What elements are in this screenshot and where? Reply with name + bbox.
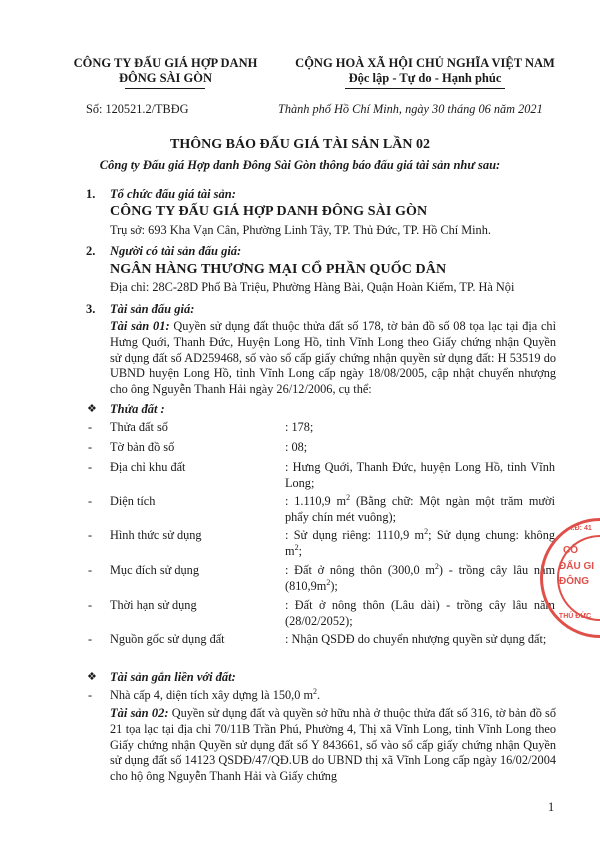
row-label-map-sheet: Tờ bản đồ số [110, 440, 175, 454]
auction-org-address: Trụ sở: 693 Kha Vạn Cân, Phường Linh Tây, TP. Thủ Đức, TP. Hồ Chí Minh. [110, 223, 491, 237]
document-number: Số: 120521.2/TBĐG [86, 102, 189, 116]
section-1-heading: Tổ chức đấu giá tài sản: [110, 187, 236, 201]
place-date: Thành phố Hồ Chí Minh, ngày 30 tháng 06 năm 2021 [278, 102, 543, 116]
land-heading: Thửa đất : [110, 402, 165, 416]
section-2-number: 2. [86, 244, 96, 258]
row-value-map-sheet: : 08; [285, 440, 308, 454]
row-dash: - [88, 460, 93, 474]
company-underline [125, 88, 205, 89]
row-value-area: : 1.110,9 $m^2$ (Bằng chữ: Một ngàn một trăm mười phẩy chín mét vuông); [285, 492, 555, 524]
row-dash: - [88, 632, 93, 646]
row-label-usage-purpose: Mục đích sử dụng [110, 563, 199, 577]
row-dash: - [88, 440, 93, 454]
row-value-usage-purpose: : Đất ở nông thôn (300,0 $m^2$) - trồng cây lâu năm $(810,9m^2)$; [285, 561, 556, 593]
row-label-usage-form: Hình thức sử dụng [110, 528, 202, 542]
section-3-heading: Tài sản đấu giá: [110, 302, 195, 316]
nation-underline [345, 88, 505, 89]
nation-name: CỘNG HOÀ XÃ HỘI CHỦ NGHĨA VIỆT NAM [295, 56, 555, 70]
asset-1-paragraph [110, 319, 556, 398]
row-dash: - [88, 528, 93, 542]
asset-2-paragraph [110, 706, 556, 785]
section-3-number: 3. [86, 302, 96, 316]
attached-assets-heading: Tài sản gắn liền với đất: [110, 670, 236, 684]
row-label-land-address: Địa chỉ khu đất [110, 460, 186, 474]
notice-title: THÔNG BÁO ĐẤU GIÁ TÀI SẢN LẦN 02 [170, 137, 430, 152]
asset-owner-name: NGÂN HÀNG THƯƠNG MẠI CỔ PHẦN QUỐC DÂN [110, 262, 447, 277]
company-name-line2: ĐÔNG SÀI GÒN [118, 71, 213, 85]
row-dash: - [88, 494, 93, 508]
row-value-usage-term: : Đất ở nông thôn (Lâu dài) - trồng cây lâu năm (28/02/2052); [285, 598, 555, 628]
row-label-usage-term: Thời hạn sử dụng [110, 598, 197, 612]
row-dash: - [88, 598, 93, 612]
auction-org-name: CÔNG TY ĐẤU GIÁ HỢP DANH ĐÔNG SÀI GÒN [110, 204, 428, 219]
row-label-area: Diện tích [110, 494, 156, 508]
row-value-usage-form: : Sử dụng riêng: 1110,9 $m^2$; Sử dụng chung: không $m^2$; [285, 526, 555, 558]
asset-1-text: Quyền sử dụng đất thuộc thửa đất số 178, tờ bản đồ số 08 tọa lạc tại địa chỉ Hưng Quới, Thanh Đức, Huyện Long Hồ, tỉnh Vĩnh Long theo Giấy chứng nhận Quyền sử dụng đất số AD259468, số vào sổ cấp giấy chứng nhận quyền sử dụng đất: H 53519 do UBND huyện Long Hồ, tỉnh Vĩnh Long cấp ngày 18/08/2005, cập nhật chuyển nhượng cho ông Nguyễn Thanh Hải ngày 26/12/2006, cụ thể: [110, 319, 556, 397]
row-value-parcel-number: : 178; [285, 420, 314, 434]
row-dash: - [88, 688, 93, 702]
company-name-line1: CÔNG TY ĐẤU GIÁ HỢP DANH [73, 56, 258, 70]
page-number: 1 [548, 800, 555, 814]
section-2-heading: Người có tài sản đấu giá: [110, 244, 242, 258]
official-seal-icon: CÔ ĐẤU GI ĐÔNG S.Đ.K.H.Đ: 41 TP. THỦ ĐỨC [540, 518, 600, 638]
diamond-bullet-icon: ❖ [87, 403, 97, 415]
attached-asset-item: Nhà cấp 4, diện tích xây dựng là 150,0 $m^2$. [110, 686, 321, 702]
nation-motto: Độc lập - Tự do - Hạnh phúc [348, 71, 502, 85]
asset-2-text: Quyền sử dụng đất và quyền sở hữu nhà ở thuộc thửa đất số 316, tờ bản đồ số 21 tọa lạc tại địa chỉ 70/11B Trần Phú, Phường 4, Thị xã Vĩnh Long, tỉnh Vĩnh Long theo Giấy chứng nhận Quyền sử dụng đất số Y 843661, số vào sổ cấp giấy chứng nhận Quyền sử dụng đất số 14123 QSDĐ/47/QĐ.UB do UBND thị xã Vĩnh Long cấp ngày 16/02/2004 cho hộ ông Nguyễn Thanh Hải và Giấy chứng [110, 706, 556, 784]
section-1-number: 1. [86, 187, 96, 201]
row-value-land-origin: : Nhận QSDĐ do chuyển nhượng quyền sử dụng đất; [285, 632, 547, 646]
row-dash: - [88, 563, 93, 577]
row-dash: - [88, 420, 93, 434]
diamond-bullet-icon: ❖ [87, 671, 97, 683]
row-label-land-origin: Nguồn gốc sử dụng đất [110, 632, 225, 646]
asset-owner-address: Địa chỉ: 28C-28D Phố Bà Triệu, Phường Hàng Bài, Quận Hoàn Kiếm, TP. Hà Nội [110, 280, 515, 294]
row-label-parcel-number: Thửa đất số [110, 420, 168, 434]
asset-2-label: Tài sản 02: [110, 706, 169, 720]
row-value-land-address: : Hưng Quới, Thanh Đức, huyện Long Hồ, tỉnh Vĩnh Long; [285, 460, 555, 490]
asset-1-label: Tài sản 01: [110, 319, 170, 333]
notice-subtitle: Công ty Đấu giá Hợp danh Đông Sài Gòn thông báo đấu giá tài sản như sau: [99, 158, 501, 172]
